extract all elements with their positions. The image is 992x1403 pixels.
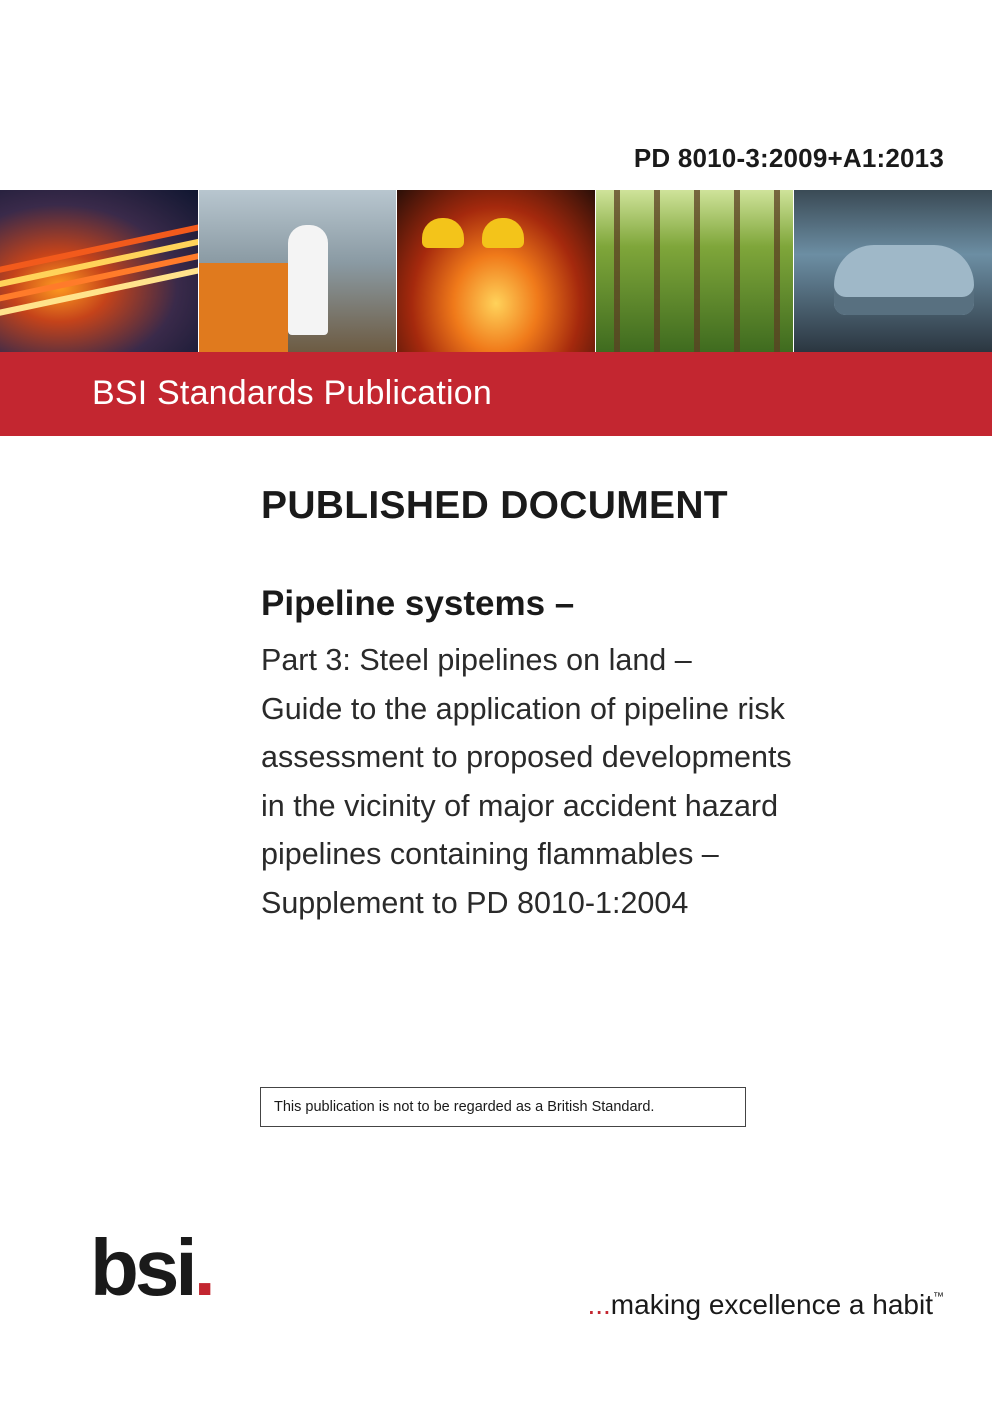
document-title: Pipeline systems –	[261, 584, 575, 623]
factory-worker-photo	[198, 190, 397, 352]
tagline-text: making excellence a habit	[610, 1289, 933, 1320]
tagline	[587, 1289, 944, 1321]
logo-dot: .	[193, 1223, 212, 1312]
trademark-mark: ™	[933, 1291, 944, 1303]
bsi-logo	[90, 1223, 212, 1312]
firefighters-photo	[396, 190, 595, 352]
photo-strip	[0, 190, 992, 352]
subtitle-line: Supplement to PD 8010-1:2004	[261, 885, 689, 920]
tagline-dots: ...	[587, 1289, 611, 1320]
subtitle-line: pipelines containing flammables –	[261, 837, 719, 871]
notice-box	[260, 1087, 746, 1127]
document-number: PD 8010-3:2009+A1:2013	[633, 143, 944, 173]
forest-photo	[595, 190, 794, 352]
document-type: PUBLISHED DOCUMENT	[261, 484, 728, 527]
subtitle-line: Guide to the application of pipeline risk	[261, 691, 785, 726]
subtitle-line: assessment to proposed developments	[261, 740, 792, 774]
subtitle-line: in the vicinity of major accident hazard	[261, 788, 779, 823]
light-trails-photo	[0, 190, 198, 352]
publication-banner	[0, 352, 992, 436]
notice-text: This publication is not to be regarded as a British Standard.	[274, 1099, 655, 1115]
subtitle-line: Part 3: Steel pipelines on land –	[261, 643, 692, 677]
document-subtitle	[261, 636, 901, 927]
logo-text: bsi	[90, 1223, 194, 1312]
banner-text: BSI Standards Publication	[92, 374, 493, 412]
car-assembly-photo	[793, 190, 992, 352]
